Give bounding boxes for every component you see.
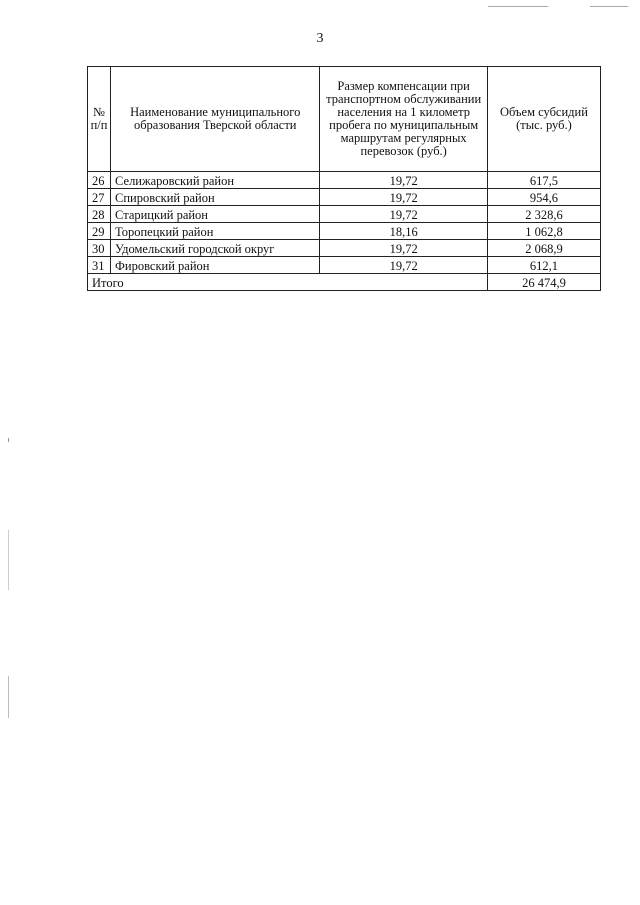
page-number: 3 xyxy=(316,31,324,46)
row-rate: 19,72 xyxy=(320,189,488,206)
row-name: Торопецкий район xyxy=(111,223,320,240)
row-volume: 617,5 xyxy=(487,172,600,189)
row-num: 30 xyxy=(88,240,111,257)
row-num: 26 xyxy=(88,172,111,189)
table-header xyxy=(88,67,601,172)
row-num: 29 xyxy=(88,223,111,240)
row-volume: 1 062,8 xyxy=(487,223,600,240)
subsidy-table xyxy=(87,66,601,291)
row-name: Фировский район xyxy=(111,257,320,274)
scan-mark xyxy=(8,676,9,718)
row-rate: 19,72 xyxy=(320,206,488,223)
row-rate: 19,72 xyxy=(320,240,488,257)
header-num: № п/п xyxy=(88,67,111,172)
row-num: 27 xyxy=(88,189,111,206)
row-num: 31 xyxy=(88,257,111,274)
total-row xyxy=(88,274,601,291)
row-rate: 19,72 xyxy=(320,257,488,274)
row-volume: 612,1 xyxy=(487,257,600,274)
row-name: Старицкий район xyxy=(111,206,320,223)
table-row xyxy=(88,223,601,240)
row-volume: 2 068,9 xyxy=(487,240,600,257)
row-name: Селижаровский район xyxy=(111,172,320,189)
header-volume: Объем субсидий (тыс. руб.) xyxy=(487,67,600,172)
table-row xyxy=(88,206,601,223)
header-name: Наименование муниципального образования Тверской области xyxy=(111,67,320,172)
row-rate: 19,72 xyxy=(320,172,488,189)
header-rate: Размер компенсации при транспортном обслуживании населения на 1 километр пробега по муниципальным маршрутам регулярных перевозок (руб.) xyxy=(320,67,488,172)
table-row xyxy=(88,189,601,206)
scan-mark xyxy=(488,6,548,7)
table-row xyxy=(88,257,601,274)
scan-mark xyxy=(590,6,628,7)
row-num: 28 xyxy=(88,206,111,223)
row-name: Спировский район xyxy=(111,189,320,206)
total-label: Итого xyxy=(88,274,488,291)
row-name: Удомельский городской округ xyxy=(111,240,320,257)
row-rate: 18,16 xyxy=(320,223,488,240)
table-row xyxy=(88,240,601,257)
row-volume: 2 328,6 xyxy=(487,206,600,223)
scan-mark xyxy=(8,530,9,590)
scan-mark xyxy=(8,438,9,442)
row-volume: 954,6 xyxy=(487,189,600,206)
total-volume: 26 474,9 xyxy=(487,274,600,291)
table-row xyxy=(88,172,601,189)
